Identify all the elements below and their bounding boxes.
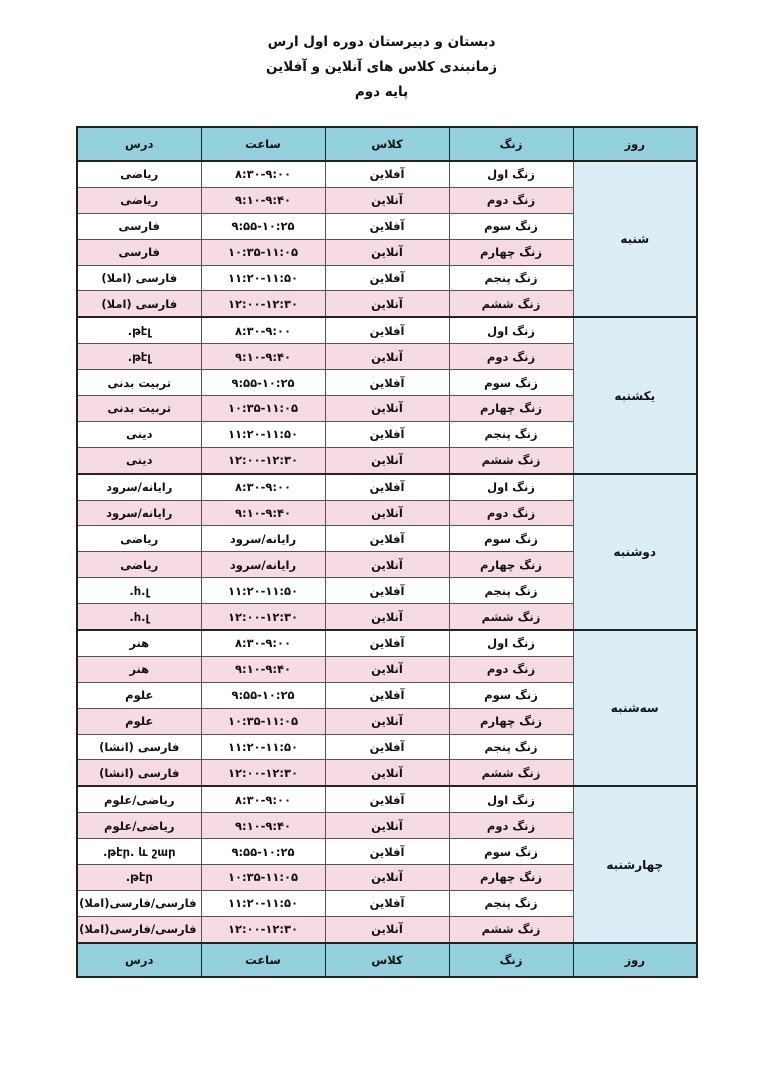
bell-cell: زنگ اول [449, 474, 573, 500]
bell-cell: زنگ ششم [449, 447, 573, 473]
table-row [77, 474, 697, 500]
class-cell: آفلاین [325, 370, 449, 396]
class-cell: آنلاین [325, 604, 449, 630]
day-group [77, 474, 697, 630]
time-cell: ۱۰:۳۵-۱۱:۰۵ [201, 396, 325, 422]
day-group [77, 317, 697, 473]
time-cell: ۹:۵۵-۱۰:۲۵ [201, 839, 325, 865]
time-cell: ۹:۵۵-۱۰:۲۵ [201, 213, 325, 239]
lesson-cell: تربیت بدنی [77, 370, 201, 396]
bell-cell: زنگ اول [449, 630, 573, 656]
bell-cell: زنگ پنجم [449, 890, 573, 916]
time-cell: ۹:۱۰-۹:۴۰ [201, 500, 325, 526]
lesson-cell: հ.լ. [77, 578, 201, 604]
bell-cell: زنگ چهارم [449, 396, 573, 422]
day-cell: یکشنبه [573, 317, 697, 473]
class-cell: آنلاین [325, 865, 449, 891]
bell-cell: زنگ اول [449, 786, 573, 812]
table-row [77, 786, 697, 812]
schedule-table [76, 126, 698, 978]
class-cell: آفلاین [325, 526, 449, 552]
time-cell: ۱۱:۲۰-۱۱:۵۰ [201, 890, 325, 916]
time-cell: ۹:۱۰-۹:۴۰ [201, 656, 325, 682]
bell-cell: زنگ اول [449, 161, 573, 187]
day-cell: سه‌شنبه [573, 630, 697, 786]
col-header-time: ساعت [201, 127, 325, 161]
class-cell: آنلاین [325, 187, 449, 213]
bell-cell: زنگ دوم [449, 656, 573, 682]
lesson-cell: علوم [77, 708, 201, 734]
time-cell: ۹:۵۵-۱۰:۲۵ [201, 370, 325, 396]
lesson-cell: دینی [77, 447, 201, 473]
header-row [77, 127, 697, 161]
col-footer-lesson: درس [77, 943, 201, 977]
time-cell: ۱۱:۲۰-۱۱:۵۰ [201, 265, 325, 291]
bell-cell: زنگ ششم [449, 760, 573, 786]
time-cell: ۹:۵۵-۱۰:۲۵ [201, 682, 325, 708]
class-cell: آفلاین [325, 421, 449, 447]
class-cell: آنلاین [325, 552, 449, 578]
lesson-cell: فارسی [77, 213, 201, 239]
lesson-cell: هنر [77, 630, 201, 656]
bell-cell: زنگ چهارم [449, 552, 573, 578]
col-footer-bell: زنگ [449, 943, 573, 977]
lesson-cell: թէր. [77, 865, 201, 891]
col-footer-day: روز [573, 943, 697, 977]
lesson-cell: ریاضی [77, 187, 201, 213]
lesson-cell: رایانه/سرود [77, 474, 201, 500]
lesson-cell: فارسی (انشا) [77, 760, 201, 786]
col-header-bell: زنگ [449, 127, 573, 161]
time-cell: ۹:۱۰-۹:۴۰ [201, 344, 325, 370]
class-cell: آنلاین [325, 708, 449, 734]
lesson-cell: فارسی [77, 239, 201, 265]
bell-cell: زنگ ششم [449, 604, 573, 630]
lesson-cell: رایانه/سرود [77, 500, 201, 526]
bell-cell: زنگ سوم [449, 213, 573, 239]
bell-cell: زنگ چهارم [449, 239, 573, 265]
class-cell: آنلاین [325, 344, 449, 370]
class-cell: آنلاین [325, 396, 449, 422]
lesson-cell: ریاضی/علوم [77, 813, 201, 839]
time-cell: ۱۲:۰۰-۱۲:۳۰ [201, 447, 325, 473]
time-cell: ۹:۱۰-۹:۴۰ [201, 813, 325, 839]
class-cell: آفلاین [325, 213, 449, 239]
lesson-cell: تربیت بدنی [77, 396, 201, 422]
class-cell: آفلاین [325, 578, 449, 604]
class-cell: آفلاین [325, 317, 449, 343]
bell-cell: زنگ چهارم [449, 865, 573, 891]
lesson-cell: ریاضی/علوم [77, 786, 201, 812]
grade-label: پایه دوم [354, 84, 409, 100]
lesson-cell: فارسی (املا) [77, 291, 201, 317]
class-cell: آفلاین [325, 839, 449, 865]
lesson-cell: فارسی/فارسی(املا) [77, 890, 201, 916]
class-cell: آنلاین [325, 813, 449, 839]
bell-cell: زنگ پنجم [449, 421, 573, 447]
lesson-cell: թէլ. [77, 344, 201, 370]
time-cell: ۱۱:۲۰-۱۱:۵۰ [201, 421, 325, 447]
lesson-cell: فارسی (املا) [77, 265, 201, 291]
class-cell: آنلاین [325, 656, 449, 682]
class-cell: آنلاین [325, 291, 449, 317]
lesson-cell: թէր. և շար. [77, 839, 201, 865]
lesson-cell: թէլ. [77, 317, 201, 343]
table-row [77, 317, 697, 343]
class-cell: آفلاین [325, 786, 449, 812]
class-cell: آفلاین [325, 682, 449, 708]
table-row [77, 630, 697, 656]
time-cell: ۱۰:۳۵-۱۱:۰۵ [201, 239, 325, 265]
class-cell: آفلاین [325, 474, 449, 500]
lesson-cell: فارسی (انشا) [77, 734, 201, 760]
col-header-day: روز [573, 127, 697, 161]
time-cell: ۱۲:۰۰-۱۲:۳۰ [201, 291, 325, 317]
time-cell: رایانه/سرود [201, 526, 325, 552]
class-cell: آنلاین [325, 447, 449, 473]
bell-cell: زنگ ششم [449, 916, 573, 942]
class-cell: آنلاین [325, 500, 449, 526]
col-header-lesson: درس [77, 127, 201, 161]
school-name: دبستان و دبیرستان دوره اول ارس [267, 34, 496, 50]
time-cell: ۱۱:۲۰-۱۱:۵۰ [201, 734, 325, 760]
time-cell: ۹:۱۰-۹:۴۰ [201, 187, 325, 213]
class-cell: آنلاین [325, 916, 449, 942]
time-cell: ۸:۳۰-۹:۰۰ [201, 630, 325, 656]
day-group [77, 786, 697, 942]
bell-cell: زنگ سوم [449, 526, 573, 552]
page-header [0, 30, 763, 105]
col-footer-class: کلاس [325, 943, 449, 977]
time-cell: ۱۲:۰۰-۱۲:۳۰ [201, 916, 325, 942]
bell-cell: زنگ سوم [449, 370, 573, 396]
lesson-cell: علوم [77, 682, 201, 708]
lesson-cell: ریاضی [77, 526, 201, 552]
lesson-cell: فارسی/فارسی(املا) [77, 916, 201, 942]
bell-cell: زنگ دوم [449, 187, 573, 213]
time-cell: ۸:۳۰-۹:۰۰ [201, 317, 325, 343]
lesson-cell: հ.լ. [77, 604, 201, 630]
bell-cell: زنگ پنجم [449, 265, 573, 291]
class-cell: آنلاین [325, 239, 449, 265]
lesson-cell: ریاضی [77, 552, 201, 578]
bell-cell: زنگ سوم [449, 839, 573, 865]
day-cell: شنبه [573, 161, 697, 317]
col-header-class: کلاس [325, 127, 449, 161]
bell-cell: زنگ دوم [449, 500, 573, 526]
time-cell: ۱۰:۳۵-۱۱:۰۵ [201, 708, 325, 734]
class-cell: آفلاین [325, 161, 449, 187]
table-row [77, 161, 697, 187]
class-cell: آفلاین [325, 734, 449, 760]
class-cell: آفلاین [325, 630, 449, 656]
class-cell: آنلاین [325, 760, 449, 786]
day-group [77, 630, 697, 786]
schedule-title: زمانبندی کلاس های آنلاین و آفلاین [266, 59, 497, 75]
lesson-cell: دینی [77, 421, 201, 447]
bell-cell: زنگ اول [449, 317, 573, 343]
time-cell: ۸:۳۰-۹:۰۰ [201, 474, 325, 500]
col-footer-time: ساعت [201, 943, 325, 977]
time-cell: ۸:۳۰-۹:۰۰ [201, 786, 325, 812]
bell-cell: زنگ چهارم [449, 708, 573, 734]
day-group [77, 161, 697, 317]
time-cell: ۱۲:۰۰-۱۲:۳۰ [201, 760, 325, 786]
bell-cell: زنگ دوم [449, 344, 573, 370]
time-cell: ۱۰:۳۵-۱۱:۰۵ [201, 865, 325, 891]
class-cell: آفلاین [325, 265, 449, 291]
lesson-cell: ریاضی [77, 161, 201, 187]
time-cell: رایانه/سرود [201, 552, 325, 578]
time-cell: ۱۲:۰۰-۱۲:۳۰ [201, 604, 325, 630]
bell-cell: زنگ دوم [449, 813, 573, 839]
time-cell: ۸:۳۰-۹:۰۰ [201, 161, 325, 187]
class-cell: آفلاین [325, 890, 449, 916]
bell-cell: زنگ پنجم [449, 734, 573, 760]
day-cell: دوشنبه [573, 474, 697, 630]
bell-cell: زنگ پنجم [449, 578, 573, 604]
day-cell: چهارشنبه [573, 786, 697, 942]
time-cell: ۱۱:۲۰-۱۱:۵۰ [201, 578, 325, 604]
footer-row [77, 943, 697, 977]
bell-cell: زنگ سوم [449, 682, 573, 708]
lesson-cell: هنر [77, 656, 201, 682]
bell-cell: زنگ ششم [449, 291, 573, 317]
